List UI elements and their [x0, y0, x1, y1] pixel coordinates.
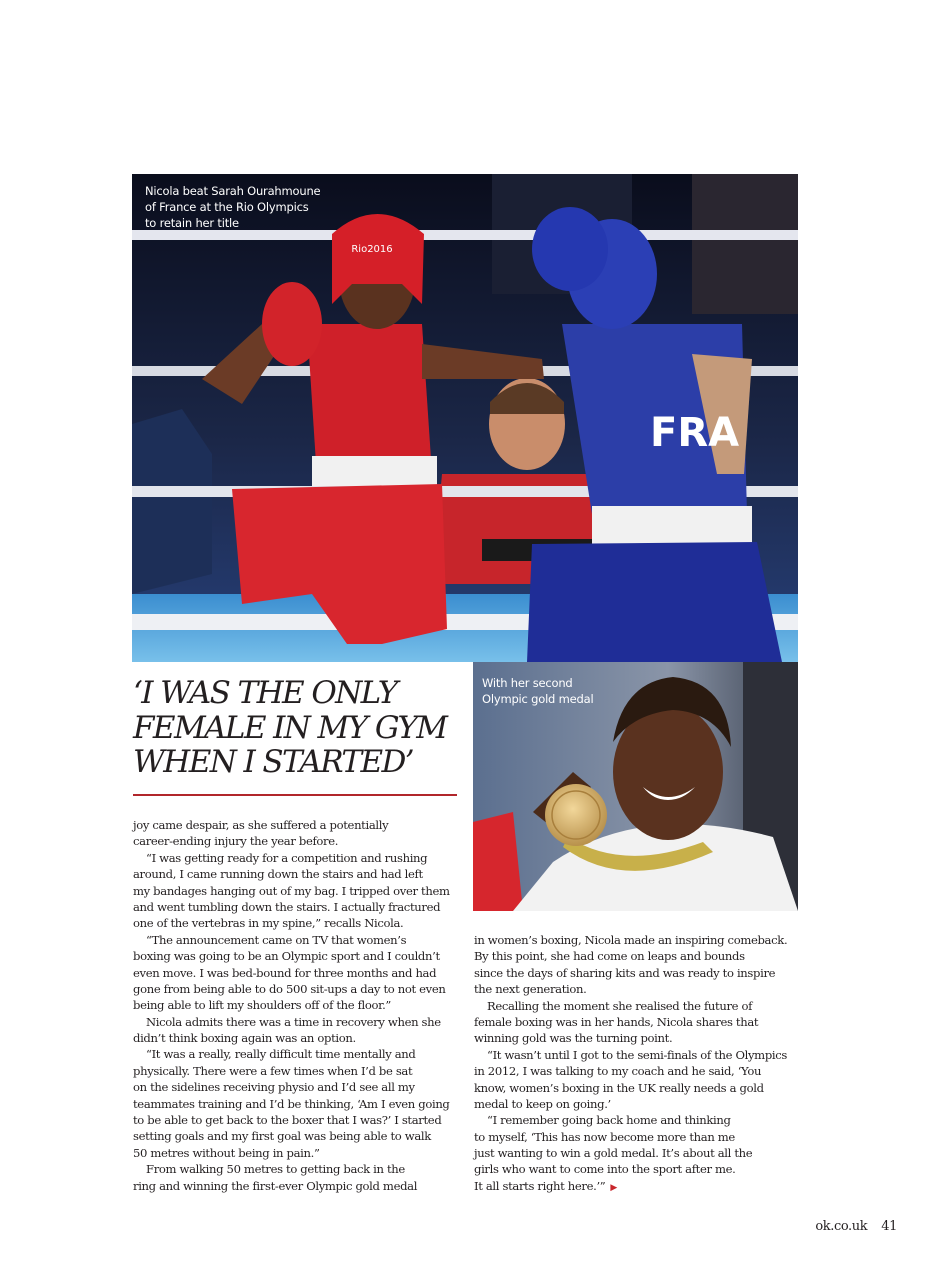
body-text-line: medal to keep on going.’: [474, 1096, 611, 1111]
body-text-line: teammates training and I’d be thinking, ‘Am I even going: [133, 1096, 450, 1111]
body-text-line: didn’t think boxing again was an option.: [133, 1031, 356, 1046]
top-photo-caption: [145, 183, 320, 231]
body-text-line: [474, 1178, 804, 1194]
body-text-line: in 2012, I was talking to my coach and he said, ‘You: [474, 1064, 762, 1079]
body-text-line: Nicola admits there was a time in recovery when she: [146, 1014, 441, 1029]
body-text-line: ring and winning the first-ever Olympic gold medal: [133, 1178, 418, 1193]
body-text-line: “I was getting ready for a competition and rushing: [146, 850, 428, 865]
body-text-line: to be able to get back to the boxer that I was?’ I started: [133, 1113, 442, 1128]
body-text-line: “It was a really, really difficult time mentally and: [146, 1047, 416, 1062]
left-body-column: [133, 817, 463, 1194]
body-text-line: Recalling the moment she realised the future of: [487, 998, 753, 1013]
body-text-line: and went tumbling down the stairs. I actually fractured: [133, 899, 441, 914]
body-text-line: know, women’s boxing in the UK really needs a gold: [474, 1080, 764, 1095]
fra-vest-text: FRA: [650, 410, 740, 456]
page-number: 41: [881, 1219, 897, 1234]
body-text-line: joy came despair, as she suffered a potentially: [133, 818, 389, 832]
headline-divider: [133, 794, 457, 796]
body-text-line: winning gold was the turning point.: [474, 1031, 673, 1046]
gold-medal-photo: [473, 662, 798, 911]
right-body-column: [474, 932, 804, 1194]
caption-line: of France at the Rio Olympics: [145, 200, 309, 214]
caption-line: With her second: [482, 676, 573, 690]
body-text-line: career-ending injury the year before.: [133, 834, 339, 849]
body-text-line: girls who want to come into the sport after me.: [474, 1162, 736, 1177]
headline-line: FEMALE IN MY GYM: [133, 709, 447, 746]
medal-photo-caption: [482, 675, 593, 707]
body-text-line: around, I came running down the stairs and had left: [133, 867, 423, 882]
body-text-line: gone from being able to do 500 sit-ups a day to not even: [133, 981, 446, 996]
page-footer: [815, 1219, 897, 1234]
body-text-line: being able to lift my shoulders off of the floor.”: [133, 998, 392, 1013]
boxing-match-illustration: [132, 174, 798, 662]
last-line-text: It all starts right here.’”: [474, 1178, 606, 1193]
body-text-line: 50 metres without being in pain.”: [133, 1145, 320, 1160]
headline-line: ‘I WAS THE ONLY: [133, 675, 397, 711]
end-of-article-icon: ▶: [610, 1182, 617, 1193]
caption-line: Nicola beat Sarah Ourahmoune: [145, 184, 321, 198]
body-text-line: “It wasn’t until I got to the semi-finals of the Olympics: [487, 1047, 787, 1062]
body-text-line: From walking 50 metres to getting back in the: [146, 1162, 405, 1177]
body-text-line: By this point, she had come on leaps and bounds: [474, 949, 745, 964]
headline-line: WHEN I STARTED’: [133, 744, 414, 780]
body-text-line: in women’s boxing, Nicola made an inspiring comeback.: [474, 933, 788, 947]
helmet-logo-text: Rio2016: [351, 244, 393, 255]
body-text-line: to myself, ‘This has now become more than me: [474, 1129, 735, 1144]
caption-line: to retain her title: [145, 216, 239, 230]
body-text-line: female boxing was in her hands, Nicola shares that: [474, 1014, 759, 1029]
body-text-line: “I remember going back home and thinking: [487, 1113, 731, 1128]
body-text-line: “The announcement came on TV that women’s: [146, 932, 407, 947]
body-text-line: just wanting to win a gold medal. It’s about all the: [474, 1146, 753, 1161]
pull-quote-headline: [133, 676, 463, 780]
caption-line: Olympic gold medal: [482, 692, 594, 706]
body-text-line: setting goals and my first goal was being able to walk: [133, 1129, 431, 1144]
body-text-line: on the sidelines receiving physio and I’d see all my: [133, 1080, 415, 1095]
body-text-line: the next generation.: [474, 982, 587, 997]
body-text-line: one of the vertebras in my spine,” recalls Nicola.: [133, 916, 404, 931]
body-text-line: since the days of sharing kits and was ready to inspire: [474, 965, 776, 980]
boxing-match-photo: [132, 174, 798, 662]
body-text-line: my bandages hanging out of my bag. I tripped over them: [133, 883, 450, 898]
body-text-line: boxing was going to be an Olympic sport and I couldn’t: [133, 949, 440, 964]
footer-site: ok.co.uk: [815, 1219, 868, 1234]
body-text-line: physically. There were a few times when I’d be sat: [133, 1063, 413, 1078]
body-text-line: even move. I was bed-bound for three months and had: [133, 965, 437, 980]
